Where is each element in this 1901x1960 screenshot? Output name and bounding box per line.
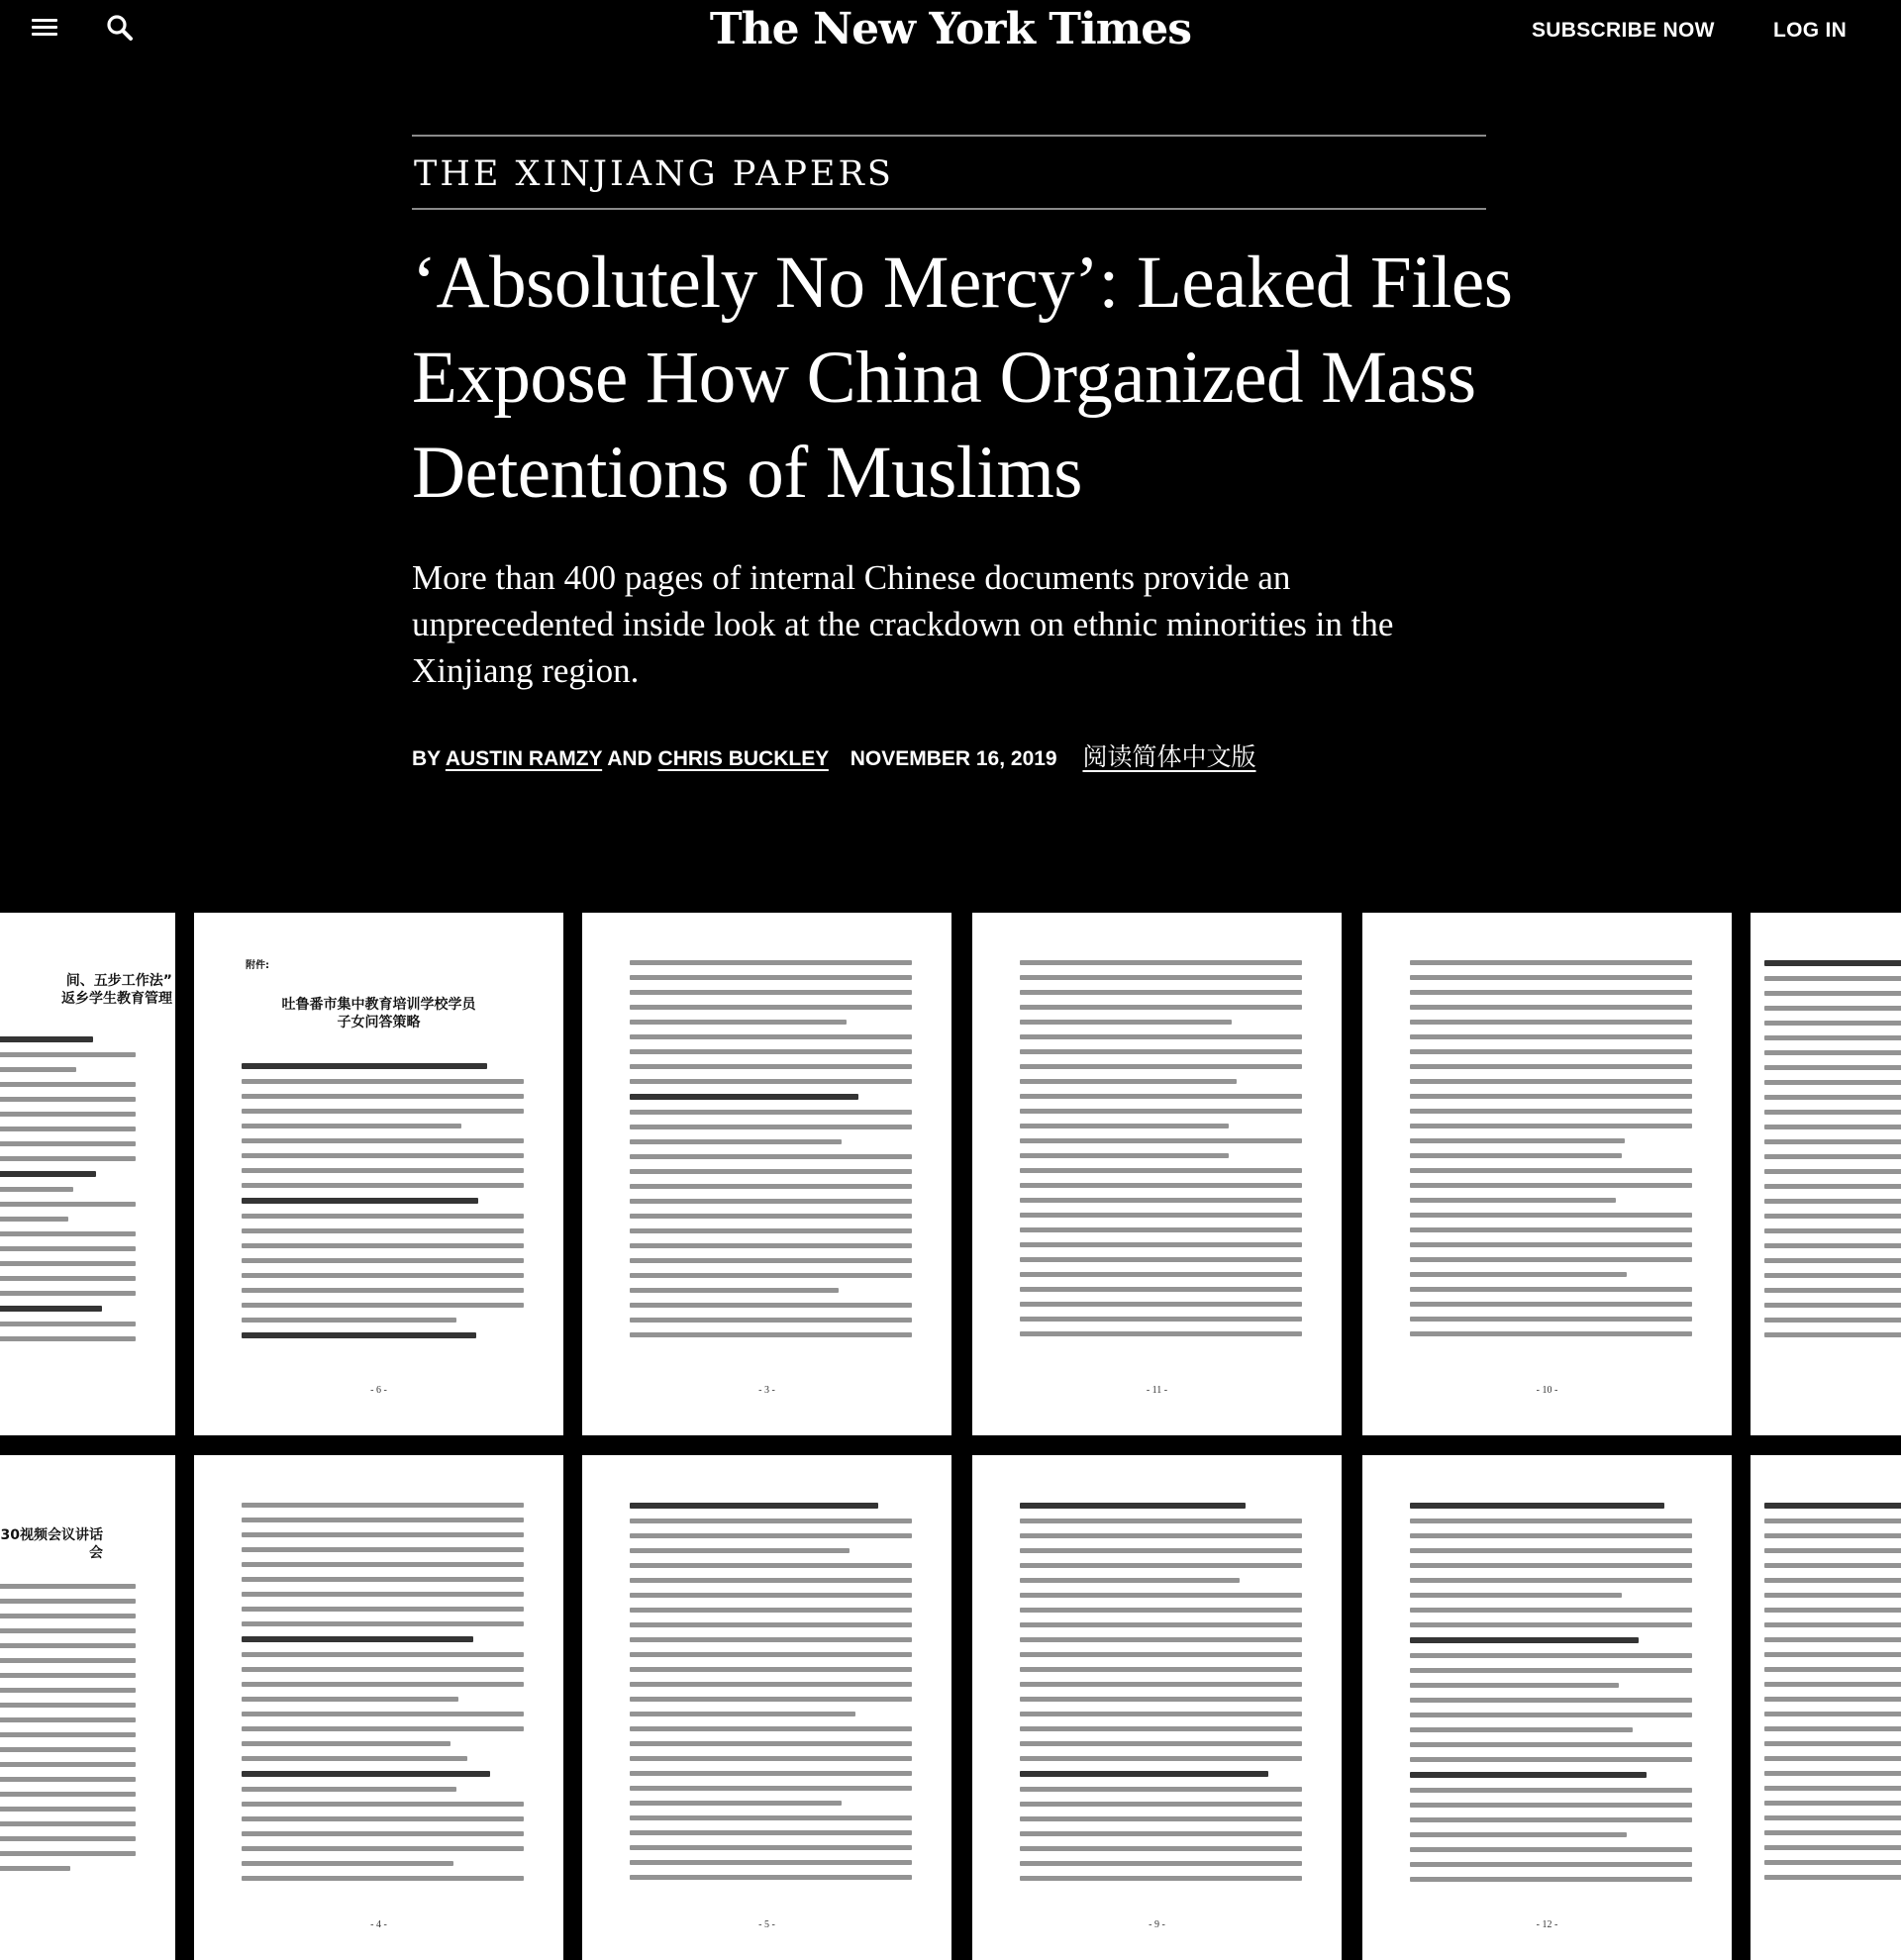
article-summary: More than 400 pages of internal Chinese documents provide an unprecedented inside look at the crackdown on ethnic minorities in the Xinjiang region. <box>412 558 1394 690</box>
document-page[interactable] <box>972 1455 1342 1960</box>
document-page[interactable] <box>194 913 563 1435</box>
document-page[interactable] <box>0 1455 175 1960</box>
document-page[interactable] <box>1751 1455 1901 1960</box>
document-title: 吐鲁番市集中教育培训学校学员 子女问答策略 <box>281 997 476 1030</box>
document-title: 间、五步工作法” 返乡学生教育管理 <box>61 973 172 1007</box>
page-number <box>0 1919 175 1930</box>
document-text <box>1020 960 1302 1346</box>
page-number <box>0 1385 175 1396</box>
subscribe-now-link[interactable]: SUBSCRIBE NOW <box>1532 19 1715 42</box>
publish-date: NOVEMBER 16, 2019 <box>850 747 1057 770</box>
document-page[interactable] <box>1751 913 1901 1435</box>
document-text <box>1410 960 1692 1346</box>
document-gallery <box>0 913 1901 1960</box>
nyt-logo[interactable]: The New York Times <box>709 4 1192 54</box>
document-text <box>1764 960 1901 1347</box>
document-text <box>1410 1503 1692 1892</box>
document-page[interactable] <box>582 1455 951 1960</box>
document-page[interactable] <box>1362 1455 1732 1960</box>
document-text <box>242 1063 524 1348</box>
byline-conjunction: AND <box>607 747 652 770</box>
kicker-rule-bottom <box>412 208 1486 210</box>
document-text <box>0 1584 136 1881</box>
series-kicker[interactable]: THE XINJIANG PAPERS <box>414 154 894 194</box>
document-page[interactable] <box>0 913 175 1435</box>
kicker-rule-top <box>412 135 1486 137</box>
search-icon[interactable] <box>105 13 135 43</box>
page-number: - 9 - <box>1149 1919 1165 1930</box>
author-link-chris-buckley[interactable]: CHRIS BUCKLEY <box>657 747 829 770</box>
document-text <box>630 960 912 1347</box>
log-in-link[interactable]: LOG IN <box>1773 19 1848 42</box>
byline <box>412 737 1486 773</box>
document-page[interactable] <box>194 1455 563 1960</box>
document-text <box>1020 1503 1302 1891</box>
page-number: - 4 - <box>370 1919 387 1930</box>
article-header <box>412 135 1513 773</box>
page-number: - 6 - <box>370 1385 387 1396</box>
page-number: - 12 - <box>1536 1919 1558 1930</box>
author-link-austin-ramzy[interactable]: AUSTIN RAMZY <box>445 747 603 770</box>
page-number: - 3 - <box>758 1385 775 1396</box>
document-page[interactable] <box>1362 913 1732 1435</box>
page-number: - 10 - <box>1536 1385 1558 1396</box>
document-text <box>242 1503 524 1891</box>
document-page[interactable] <box>582 913 951 1435</box>
page-number: - 5 - <box>758 1919 775 1930</box>
document-page[interactable] <box>972 913 1342 1435</box>
document-text <box>0 1036 136 1351</box>
document-label: 附件: <box>246 960 269 971</box>
chinese-version-link[interactable]: 阅读简体中文版 <box>1082 742 1256 771</box>
top-bar <box>0 0 1901 69</box>
byline-prefix: BY <box>412 747 441 770</box>
article-headline: ‘Absolutely No Mercy’: Leaked Files Expose How China Organized Mass Detentions of Muslims <box>412 242 1513 514</box>
document-title: 30视频会议讲话 会 <box>0 1527 103 1561</box>
hamburger-menu-icon[interactable] <box>30 16 59 40</box>
document-text <box>630 1503 912 1890</box>
page-number: - 11 - <box>1146 1385 1168 1396</box>
document-text <box>1764 1503 1901 1890</box>
